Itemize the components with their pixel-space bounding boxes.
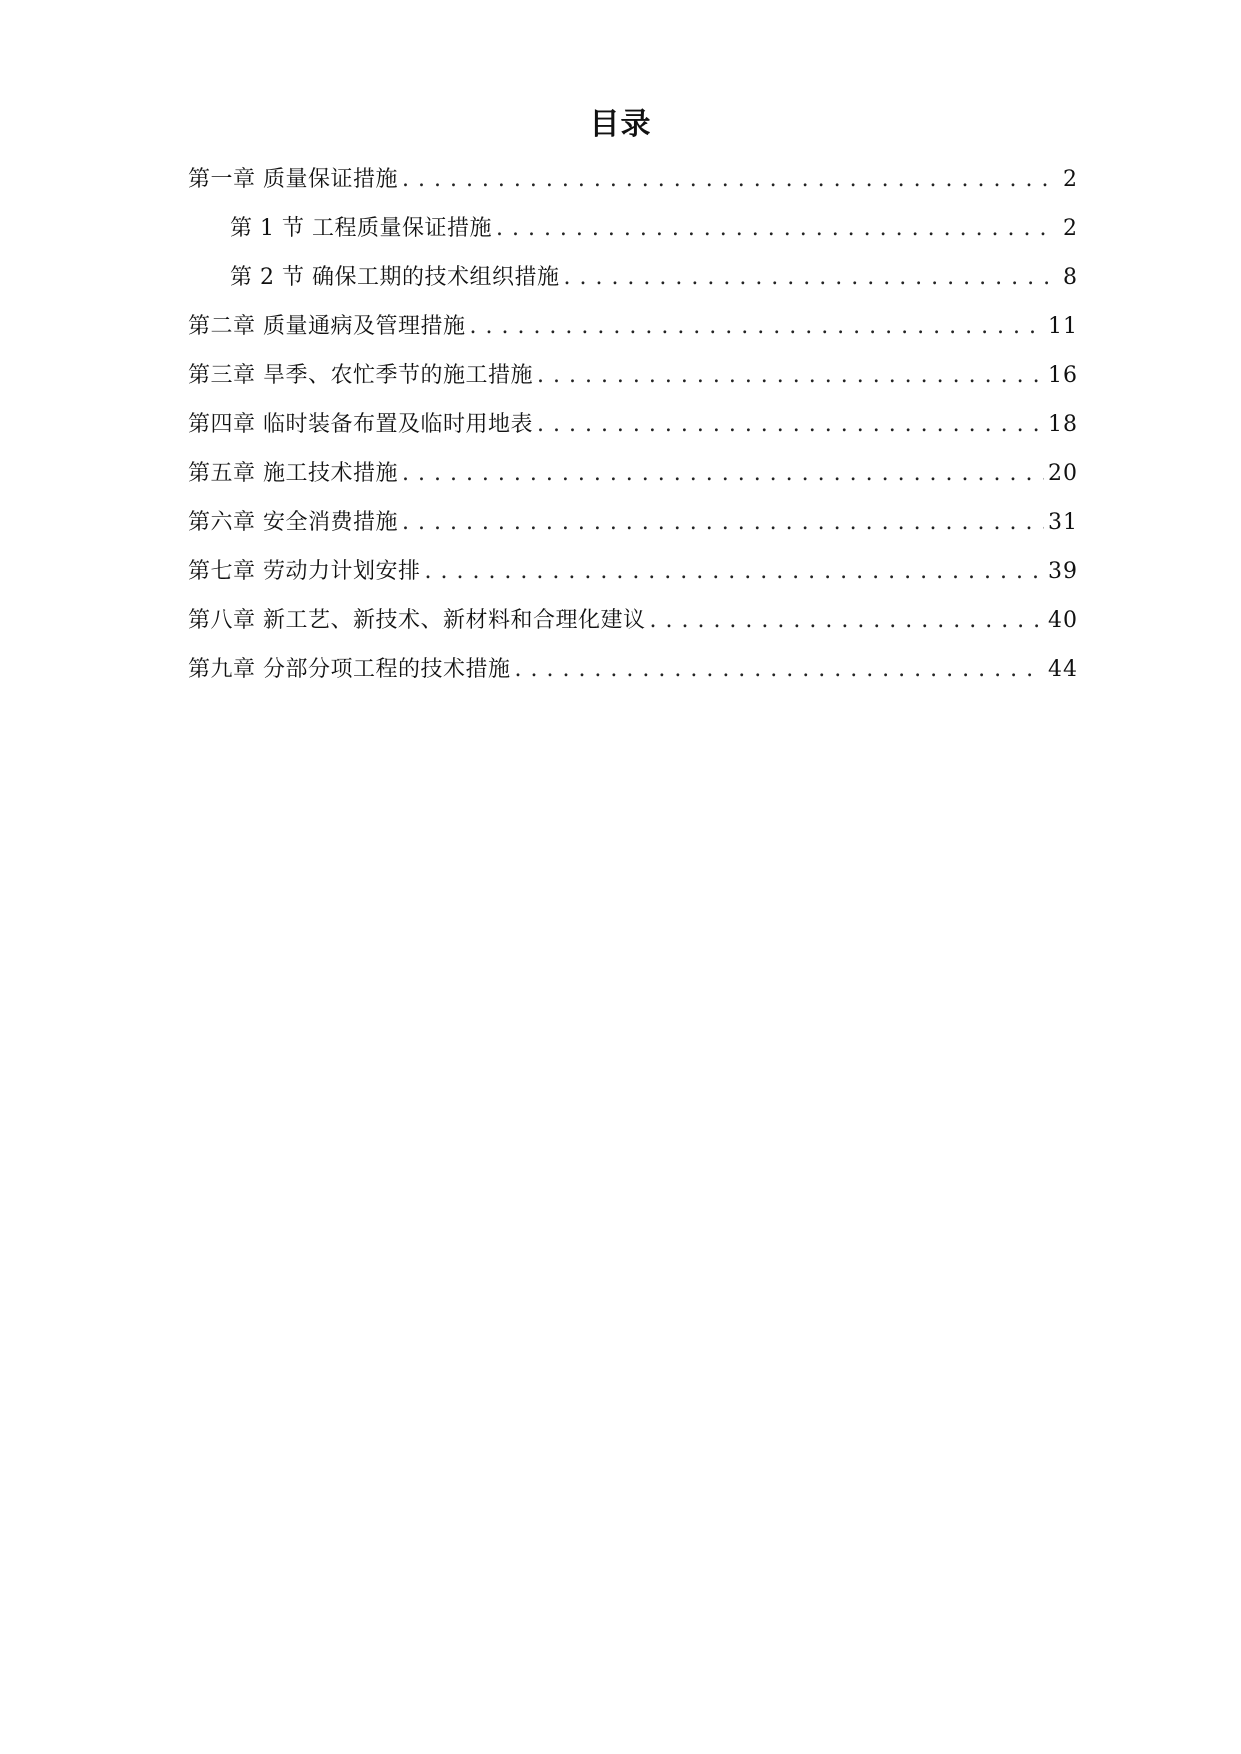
toc-page-number: 2 — [1063, 216, 1078, 241]
toc-entry-text: 第八章 新工艺、新技术、新材料和合理化建议 — [188, 608, 646, 633]
toc-page-number: 11 — [1048, 314, 1078, 339]
toc-page-number: 8 — [1063, 265, 1078, 290]
table-of-contents — [188, 165, 1078, 704]
toc-dot-leader — [402, 459, 1044, 489]
toc-page-number: 2 — [1063, 167, 1078, 192]
toc-entry-chapter-8[interactable] — [188, 606, 1078, 655]
toc-dot-leader — [650, 606, 1045, 636]
toc-entry-text: 第一章 质量保证措施 — [188, 167, 398, 192]
toc-page-number: 40 — [1048, 608, 1078, 633]
toc-entry-chapter-9[interactable] — [188, 655, 1078, 704]
toc-entry-text: 第二章 质量通病及管理措施 — [188, 314, 466, 339]
toc-dot-leader — [402, 508, 1044, 538]
toc-page-number: 16 — [1048, 363, 1078, 388]
toc-entry-text: 第 1 节 工程质量保证措施 — [230, 216, 492, 241]
toc-dot-leader — [563, 263, 1048, 293]
toc-entry-chapter-4[interactable] — [188, 410, 1078, 459]
toc-entry-text: 第三章 旱季、农忙季节的施工措施 — [188, 363, 533, 388]
toc-entry-text: 第六章 安全消费措施 — [188, 510, 398, 535]
toc-entry-text: 第四章 临时装备布置及临时用地表 — [188, 412, 533, 437]
toc-entry-text: 第五章 施工技术措施 — [188, 461, 398, 486]
toc-dot-leader — [425, 557, 1045, 587]
toc-entry-chapter-7[interactable] — [188, 557, 1078, 606]
toc-entry-chapter-2[interactable] — [188, 312, 1078, 361]
toc-dot-leader — [537, 410, 1044, 440]
toc-entry-text: 第七章 劳动力计划安排 — [188, 559, 421, 584]
toc-page-number: 39 — [1048, 559, 1078, 584]
toc-entry-chapter-1[interactable] — [188, 165, 1078, 214]
toc-entry-chapter-5[interactable] — [188, 459, 1078, 508]
toc-page-number: 31 — [1048, 510, 1078, 535]
toc-page-number: 44 — [1048, 657, 1078, 682]
toc-dot-leader — [470, 312, 1045, 342]
toc-entry-section-2[interactable] — [188, 263, 1078, 312]
toc-dot-leader — [496, 214, 1048, 244]
toc-entry-section-1[interactable] — [188, 214, 1078, 263]
toc-dot-leader — [402, 165, 1048, 195]
toc-entry-chapter-3[interactable] — [188, 361, 1078, 410]
toc-title: 目录 — [589, 107, 652, 142]
toc-page-number: 20 — [1048, 461, 1078, 486]
toc-dot-leader — [515, 655, 1045, 685]
toc-entry-text: 第 2 节 确保工期的技术组织措施 — [230, 265, 560, 290]
toc-entry-chapter-6[interactable] — [188, 508, 1078, 557]
toc-page-number: 18 — [1048, 412, 1078, 437]
toc-entry-text: 第九章 分部分项工程的技术措施 — [188, 657, 511, 682]
toc-dot-leader — [537, 361, 1044, 391]
